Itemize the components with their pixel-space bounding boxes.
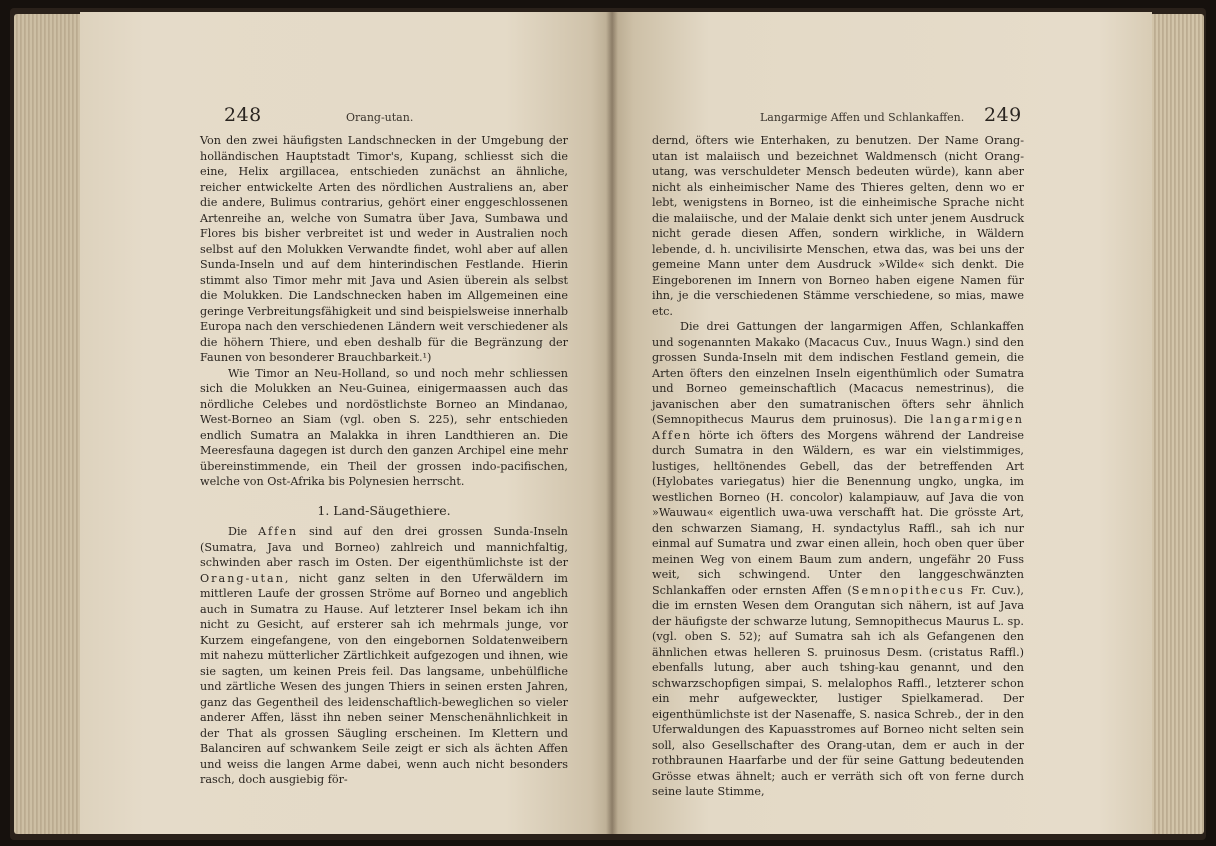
para2-word-langarmig: langarmigen Affen [652, 413, 1024, 442]
left-paragraph-1: Von den zwei häufigsten Landschnecken in der Umgebung der holländischen Hauptstadt Timor's, Kupang, schliesst sich die eine, Helix argillacea, entschieden zunächst an ähnliche, reicher entwickelte Arten des nördlichen Australiens an, aber die andere, Bulimus contrarius, gehört einer enggeschlossenen Artenreihe an, welche von Sumatra über Java, Sumbawa und Flores bis bisher verbreitet ist und weder in Australien noch selbst auf den Molukken Verwandte findet, wohl aber auf allen Sunda-Inseln und auf dem hinterindischen Festlande. Hierin stimmt also Timor mehr mit Java und Asien überein als selbst die Molukken. Die Landschnecken haben im Allgemeinen eine geringe Verbreitungsfähigkeit und sind beispielsweise innerhalb Europa nach den verschiedenen Ländern weit verschiedener als die höhern Thiere, und eben deshalb für die Begränzung der Faunen von besonderer Brauchbarkeit.¹) [200, 134, 568, 364]
running-head-right: Langarmige Affen und Schlankaffen. [760, 111, 965, 124]
left-text-block [200, 133, 568, 788]
left-paragraph-2: Wie Timor an Neu-Holland, so und noch mehr schliessen sich die Molukken an Neu-Guinea, einigermaassen auch das nördliche Celebes und nordöstlichste Borneo an Mindanao, West-Borneo an Siam (vgl. oben S. 225), sehr entschieden endlich Sumatra an Malakka in ihren Landthieren an. Die Meeresfauna dagegen ist durch den ganzen Archipel eine mehr übereinstimmende, ein Theil der grossen indo-pacifischen, welche von Ost-Afrika bis Polynesien herrscht. [200, 366, 568, 488]
page-number-left: 248 [224, 104, 262, 126]
book-gutter [606, 12, 618, 834]
para3-text-b: , nicht ganz selten in den Uferwäldern im mittleren Laufe der grossen Ströme auf Borneo und angeblich auch in Sumatra zu Hause. Auf letzterer Insel bekam ich ihn nicht zu Gesicht, auf ersterer sah ich mehrmals junge, vor Kurzem eingefangene, von den eingebornen Soldatenweibern mit nahezu mütterlicher Zärtlichkeit aufgezogen und ihnen, wie sie sagten, um keinen Preis feil. Das langsame, unbehülfliche und zärtliche Wesen des jungen Thiers in seinen ersten Jahren, ganz das Gegentheil des leidenschaftlich-beweglichen so vieler anderer Affen, lässt ihn neben seiner Menschenähnlichkeit in der That als grossen Säugling erscheinen. Im Klettern und Balanciren auf schwankem Seile zeigt er sich als ächten Affen und weiss die langen Arme dabei, wenn auch nicht besonders rasch, doch ausgiebig för- [200, 571, 568, 786]
right-page [612, 12, 1152, 834]
left-paragraph-3 [200, 524, 568, 788]
para2-word-semno: Semnopithecus [851, 583, 965, 597]
running-head-left: Orang-utan. [346, 111, 414, 124]
para3-word-orang: Orang-utan [200, 571, 285, 585]
para2-text-c: Fr. Cuv.), die im ernsten Wesen dem Orangutan sich nähern, ist auf Java der häufigste der schwarze lutung, Semnopithecus Maurus L. sp. (vgl. oben S. 52); auf Sumatra sah ich als Gefangenen den ähnlichen etwas helleren S. pruinosus Desm. (cristatus Raffl.) ebenfalls lutung, aber auch tshing-kau genannt, und den schwarzschopfigen simpai, S. melalophos Raffl., letzterer schon ein mehr aufgeweckter, lustiger Spielkamerad. Der eigenthümlichste ist der Nasenaffe, S. nasica Schreb., der in den Uferwaldungen des Kapuasstromes auf Borneo nicht selten sein soll, also Gesellschafter des Orang-utan, dem er auch in der rothbraunen Haarfarbe und der für seine Gattung bedeutenden Grösse etwas ähnelt; auch er verräth sich oft von ferne durch seine laute Stimme, [652, 583, 1024, 798]
right-page-edges [1148, 14, 1204, 834]
para2-text-a: Die drei Gattungen der langarmigen Affen, Schlankaffen und sogenannten Makako (Macacus Cuv., Inuus Wagn.) sind den grossen Sunda-Inseln mit dem indischen Festland gemein, die Arten öfters den einzelnen Inseln eigenthümlich oder Sumatra und Borneo gemeinschaftlich (Macacus nemestrinus), die javanischen aber den sumatranischen öfters sehr ähnlich (Semnopithecus Maurus dem pruinosus). Die [652, 320, 1024, 426]
left-page [80, 12, 612, 834]
para3-text: sind auf den drei grossen Sunda-Inseln (Sumatra, Java und Borneo) zahlreich und mannichfaltig, schwinden aber rasch im Osten. Der eigenthümlichste ist der [200, 525, 568, 569]
para3-pre: Die [228, 525, 248, 538]
page-number-right: 249 [984, 104, 1022, 126]
right-text-block [652, 133, 1024, 800]
right-paragraph-2 [652, 319, 1024, 800]
para3-word-affen: Affen [258, 525, 299, 538]
right-paragraph-1: dernd, öfters wie Enterhaken, zu benutzen. Der Name Orang-utan ist malaiisch und bezeichnet Waldmensch (nicht Orang-utang, was verschuldeter Mensch bedeuten würde), kann aber nicht als einheimischer Name des Thieres gelten, denn wo er lebt, wenigstens in Borneo, ist die einheimische Sprache nicht die malaiische, und der Malaie denkt sich unter jenem Ausdruck nicht gerade diesen Affen, sondern wirkliche, in Wäldern lebende, d. h. uncivilisirte Menschen, etwa das, was bei uns der gemeine Mann unter dem Ausdruck »Wilde« sich denkt. Die Eingeborenen im Innern von Borneo haben eigene Namen für ihn, je die verschiedenen Stämme verschiedene, so mias, mawe etc. [652, 134, 1024, 318]
left-page-edges [14, 14, 82, 834]
para2-text-b: hörte ich öfters des Morgens während der Landreise durch Sumatra in den Wäldern, es war ein vielstimmiges, lustiges, helltönendes Gebell, das der betreffenden Art (Hylobates variegatus) hier die Benennung ungko, ungka, im westlichen Borneo (H. concolor) kalampiauw, auf Java die von »Wauwau« eigentlich uwa-uwa verschafft hat. Die grösste Art, den schwarzen Siamang, H. syndactylus Raffl., sah ich nur einmal auf Sumatra und zwar einen allein, hoch oben quer über meinen Weg von einem Baum zum andern, ungefähr 20 Fuss weit, sich schwingend. Unter den langgeschwänzten Schlankaffen oder ernsten Affen ( [652, 428, 1024, 597]
section-title: 1. Land-Säugethiere. [317, 502, 451, 518]
